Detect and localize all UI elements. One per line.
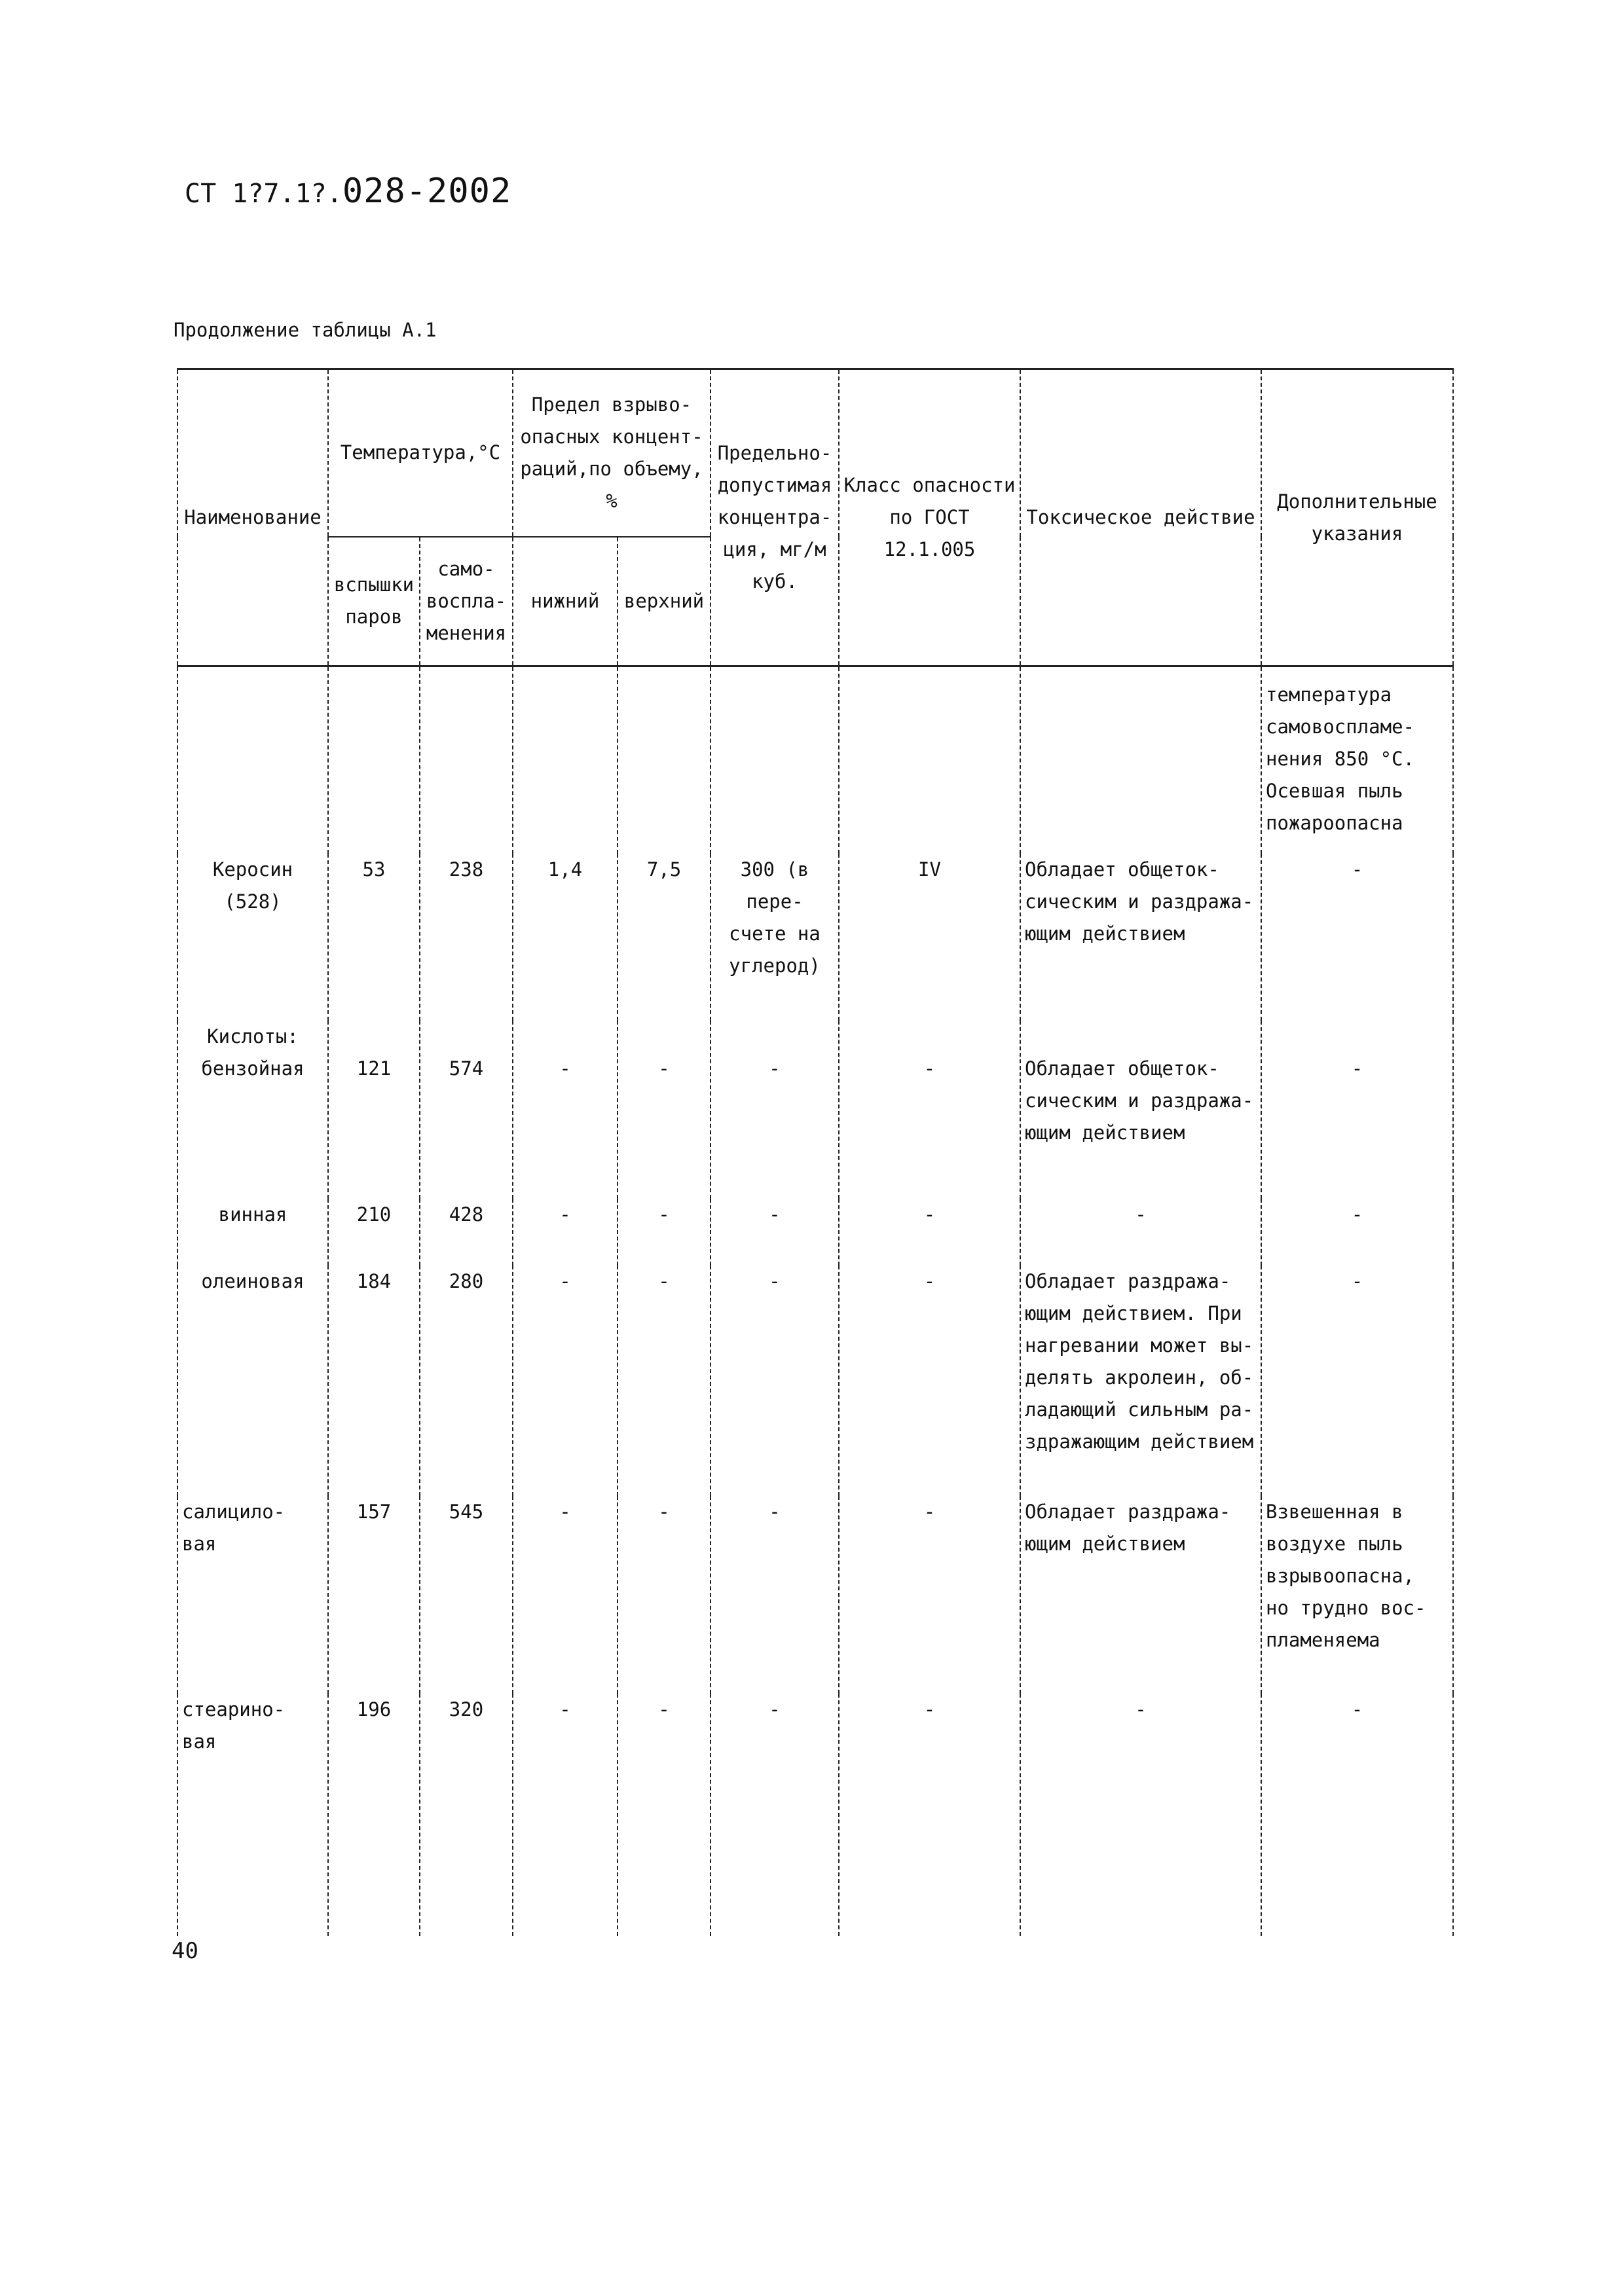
cell-extra: - (1261, 1694, 1453, 1936)
cell-class: - (839, 1199, 1020, 1266)
cell-self: 574 (420, 1021, 513, 1199)
table-row (177, 1021, 1453, 1199)
cell-class: - (839, 1266, 1020, 1496)
cell-class: - (839, 1021, 1020, 1199)
table-row (177, 854, 1453, 1021)
cell-name: Кислоты: бензойная (177, 1021, 328, 1199)
header-lower: нижний (513, 537, 618, 666)
table-row (177, 1266, 1453, 1496)
document-code-prefix: СТ 1?7.1?. (185, 179, 342, 209)
cell-extra: - (1261, 854, 1453, 1021)
cell-upper: - (618, 1266, 710, 1496)
document-code (185, 172, 511, 211)
cell-name: салицило- вая (177, 1496, 328, 1694)
cell-upper: - (618, 1199, 710, 1266)
cell-self: 238 (420, 854, 513, 1021)
cell-name: винная (177, 1199, 328, 1266)
cell-lower: - (513, 1694, 618, 1936)
data-table (177, 368, 1454, 1936)
cell-toxic: Обладает общеток- сическим и раздража- ющим действием (1020, 854, 1261, 1021)
cell-lower: - (513, 1496, 618, 1694)
cell-name: олеиновая (177, 1266, 328, 1496)
cell-mac: - (710, 1021, 839, 1199)
header-temp-self: само- воспла- менения (420, 537, 513, 666)
header-explosive-limits: Предел взрыво- опасных концент- раций,по объему, % (513, 369, 710, 537)
document-code-number: 028-2002 (342, 172, 512, 211)
cell-toxic: Обладает раздража- ющим действием. При нагревании может вы- делять акролеин, об- ладающий сильным ра- здражающим действием (1020, 1266, 1261, 1496)
cell-flash: 53 (328, 854, 420, 1021)
header-upper: верхний (618, 537, 710, 666)
cell-toxic: - (1020, 1199, 1261, 1266)
table-row (177, 1694, 1453, 1936)
cell-class: - (839, 1694, 1020, 1936)
cell-upper: - (618, 1694, 710, 1936)
cell-self: 545 (420, 1496, 513, 1694)
cell-flash: 196 (328, 1694, 420, 1936)
cell-extra: - (1261, 1199, 1453, 1266)
cell-upper: - (618, 1021, 710, 1199)
header-name: Наименование (177, 369, 328, 666)
page-number: 40 (172, 1938, 198, 1964)
cell-extra: температура самовоспламе- нения 850 °С. Осевшая пыль пожароопасна (1261, 666, 1453, 854)
cell-extra: Взвешенная в воздухе пыль взрывоопасна, но трудно вос- пламеняема (1261, 1496, 1453, 1694)
cell-flash: 184 (328, 1266, 420, 1496)
cell-self: 428 (420, 1199, 513, 1266)
cell-mac: 300 (в пере- счете на углерод) (710, 854, 839, 1021)
header-temp-flash: вспышки паров (328, 537, 420, 666)
cell-toxic: Обладает раздража- ющим действием (1020, 1496, 1261, 1694)
cell-upper: - (618, 1496, 710, 1694)
header-mac: Предельно- допустимая концентра- ция, мг/м куб. (710, 369, 839, 666)
cell-self: 280 (420, 1266, 513, 1496)
cell-flash: 210 (328, 1199, 420, 1266)
cell-extra: - (1261, 1021, 1453, 1199)
table-caption: Продолжение таблицы А.1 (174, 319, 437, 341)
cell-mac: - (710, 1266, 839, 1496)
cell-self: 320 (420, 1694, 513, 1936)
cell-lower: - (513, 1266, 618, 1496)
cell-lower: 1,4 (513, 854, 618, 1021)
header-hazard-class: Класс опасности по ГОСТ 12.1.005 (839, 369, 1020, 666)
cell-upper: 7,5 (618, 854, 710, 1021)
cell-extra: - (1261, 1266, 1453, 1496)
header-toxic: Токсическое действие (1020, 369, 1261, 666)
cell-name: Керосин (528) (177, 854, 328, 1021)
cell-name: стеарино- вая (177, 1694, 328, 1936)
header-extra: Дополнительные указания (1261, 369, 1453, 666)
table-row (177, 1496, 1453, 1694)
cell-flash: 157 (328, 1496, 420, 1694)
cell-lower: - (513, 1021, 618, 1199)
cell-flash: 121 (328, 1021, 420, 1199)
header-temperature: Температура,°С (328, 369, 513, 537)
cell-toxic: Обладает общеток- сическим и раздража- ющим действием (1020, 1021, 1261, 1199)
table-row (177, 1199, 1453, 1266)
cell-class: - (839, 1496, 1020, 1694)
cell-class: IV (839, 854, 1020, 1021)
cell-mac: - (710, 1694, 839, 1936)
cell-toxic: - (1020, 1694, 1261, 1936)
cell-lower: - (513, 1199, 618, 1266)
cell-mac: - (710, 1496, 839, 1694)
cell-mac: - (710, 1199, 839, 1266)
table-row (177, 666, 1453, 854)
